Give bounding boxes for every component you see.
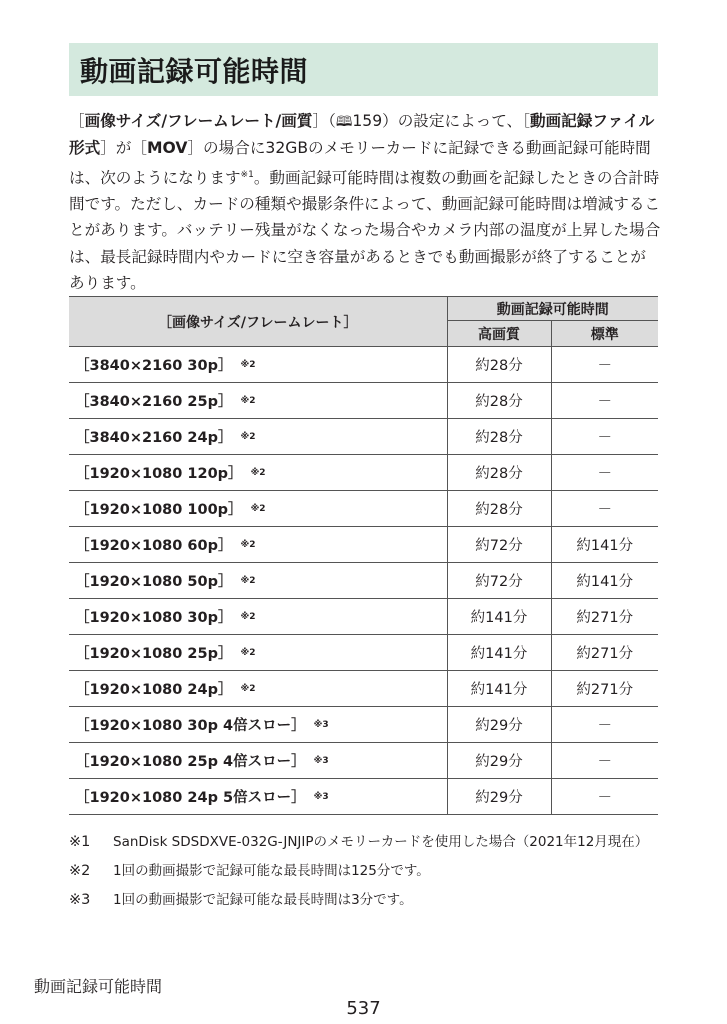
standard-time: 約271分 (551, 599, 658, 635)
header-high-quality: 高画質 (447, 321, 551, 347)
footer-section-title: 動画記録可能時間 (34, 977, 163, 996)
table-row (69, 671, 658, 707)
intro-paragraph (69, 108, 661, 296)
intro-text: 159）の設定によって、［ (352, 112, 530, 130)
footnote-ref: ※3 (313, 720, 329, 730)
footnote-1 (69, 832, 661, 853)
standard-time: － (551, 491, 658, 527)
image-size-label: ［1920×1080 50p］ (75, 574, 233, 590)
intro-text: ］が［ (100, 139, 147, 158)
high-quality-time: 約29分 (447, 707, 551, 743)
footnote-ref: ※3 (313, 756, 329, 766)
setting-value-mov: MOV (147, 139, 188, 158)
high-quality-time: 約141分 (447, 635, 551, 671)
image-size-label: ［3840×2160 24p］ (75, 430, 233, 446)
image-size-label: ［3840×2160 30p］ (75, 358, 233, 374)
image-size-cell (69, 491, 447, 527)
table-row (69, 455, 658, 491)
standard-time: 約271分 (551, 671, 658, 707)
footnote-mark: ※1 (69, 834, 91, 850)
recording-time-table (69, 296, 658, 815)
intro-text: ］（ (312, 112, 336, 130)
standard-time: － (551, 455, 658, 491)
standard-time: － (551, 743, 658, 779)
image-size-label: ［1920×1080 120p］ (75, 466, 243, 482)
image-size-cell (69, 527, 447, 563)
footnote-mark: ※3 (69, 892, 91, 908)
high-quality-time: 約28分 (447, 347, 551, 383)
intro-text: ］の場合に32GBのメモリーカードに記録できる動画記録可能時間は、次のようになります (69, 139, 651, 187)
image-size-cell (69, 599, 447, 635)
header-recording-time: 動画記録可能時間 (447, 297, 658, 321)
high-quality-time: 約28分 (447, 491, 551, 527)
footnote-text: SanDisk SDSDXVE-032G-JNJIPのメモリーカードを使用した場合（2021年12月現在） (113, 834, 649, 850)
image-size-label: ［1920×1080 24p］ (75, 682, 233, 698)
image-size-label: ［1920×1080 24p 5倍スロー］ (75, 790, 306, 806)
standard-time: 約141分 (551, 527, 658, 563)
table-row (69, 599, 658, 635)
table-row (69, 419, 658, 455)
image-size-cell (69, 419, 447, 455)
standard-time: － (551, 419, 658, 455)
title-bar (69, 43, 658, 96)
image-size-label: ［1920×1080 25p］ (75, 646, 233, 662)
table-row (69, 527, 658, 563)
standard-time: － (551, 347, 658, 383)
footnotes (69, 832, 661, 919)
table-row (69, 563, 658, 599)
high-quality-time: 約72分 (447, 527, 551, 563)
intro-text: 。動画記録可能時間は複数の動画を記録したときの合計時間です。ただし、カードの種類や撮影条件によって、動画記録可能時間は増減することがあります。バッテリー残量がなくなった場合やカメラ内部の温度が上昇した場合は、最長記録時間内やカードに空き容量があるときでも動画撮影が終了することがあります。 (69, 168, 661, 292)
image-size-label: ［1920×1080 30p 4倍スロー］ (75, 718, 306, 734)
footnote-ref: ※2 (240, 432, 256, 442)
image-size-cell (69, 743, 447, 779)
table-row (69, 491, 658, 527)
image-size-label: ［1920×1080 60p］ (75, 538, 233, 554)
image-size-label: ［1920×1080 100p］ (75, 502, 243, 518)
header-image-size: ［画像サイズ/フレームレート］ (69, 297, 447, 347)
standard-time: 約141分 (551, 563, 658, 599)
high-quality-time: 約28分 (447, 383, 551, 419)
high-quality-time: 約29分 (447, 779, 551, 815)
footnote-ref: ※2 (250, 504, 266, 514)
image-size-label: ［3840×2160 25p］ (75, 394, 233, 410)
footnote-ref: ※3 (313, 792, 329, 802)
footnote-ref: ※2 (240, 396, 256, 406)
footnote-3 (69, 890, 661, 911)
footnote-ref: ※2 (240, 612, 256, 622)
footnote-2 (69, 861, 661, 882)
intro-text: ［ (69, 112, 85, 130)
standard-time: － (551, 707, 658, 743)
image-size-cell (69, 779, 447, 815)
image-size-label: ［1920×1080 25p 4倍スロー］ (75, 754, 306, 770)
image-size-cell (69, 671, 447, 707)
footnote-text: 1回の動画撮影で記録可能な最長時間は3分です。 (113, 892, 413, 908)
image-size-cell (69, 383, 447, 419)
table-row (69, 779, 658, 815)
setting-name-image-size: 画像サイズ/フレームレート/画質 (84, 112, 313, 130)
high-quality-time: 約29分 (447, 743, 551, 779)
footnote-ref: ※2 (240, 684, 256, 694)
footnote-ref: ※2 (240, 648, 256, 658)
footnote-ref: ※2 (240, 360, 256, 370)
table-row (69, 743, 658, 779)
book-reference-icon: 🕮 (335, 114, 353, 130)
standard-time: － (551, 779, 658, 815)
footnote-ref: ※2 (250, 468, 266, 478)
footnote-text: 1回の動画撮影で記録可能な最長時間は125分です。 (113, 863, 430, 879)
high-quality-time: 約141分 (447, 671, 551, 707)
high-quality-time: 約141分 (447, 599, 551, 635)
page-number: 537 (346, 998, 381, 1019)
table-row (69, 383, 658, 419)
standard-time: 約271分 (551, 635, 658, 671)
page-title: 動画記録可能時間 (80, 54, 309, 88)
footnote-mark: ※2 (69, 863, 91, 879)
footnote-ref: ※2 (240, 540, 256, 550)
setting-name-file-format: 動画記録ファイル形式 (69, 112, 655, 158)
footnote-ref: ※1 (240, 169, 254, 180)
image-size-cell (69, 563, 447, 599)
high-quality-time: 約72分 (447, 563, 551, 599)
image-size-cell (69, 347, 447, 383)
high-quality-time: 約28分 (447, 455, 551, 491)
high-quality-time: 約28分 (447, 419, 551, 455)
header-standard: 標準 (551, 321, 658, 347)
image-size-cell (69, 455, 447, 491)
image-size-cell (69, 707, 447, 743)
image-size-label: ［1920×1080 30p］ (75, 610, 233, 626)
table-row (69, 707, 658, 743)
table-row (69, 635, 658, 671)
table-row (69, 347, 658, 383)
standard-time: － (551, 383, 658, 419)
image-size-cell (69, 635, 447, 671)
footnote-ref: ※2 (240, 576, 256, 586)
